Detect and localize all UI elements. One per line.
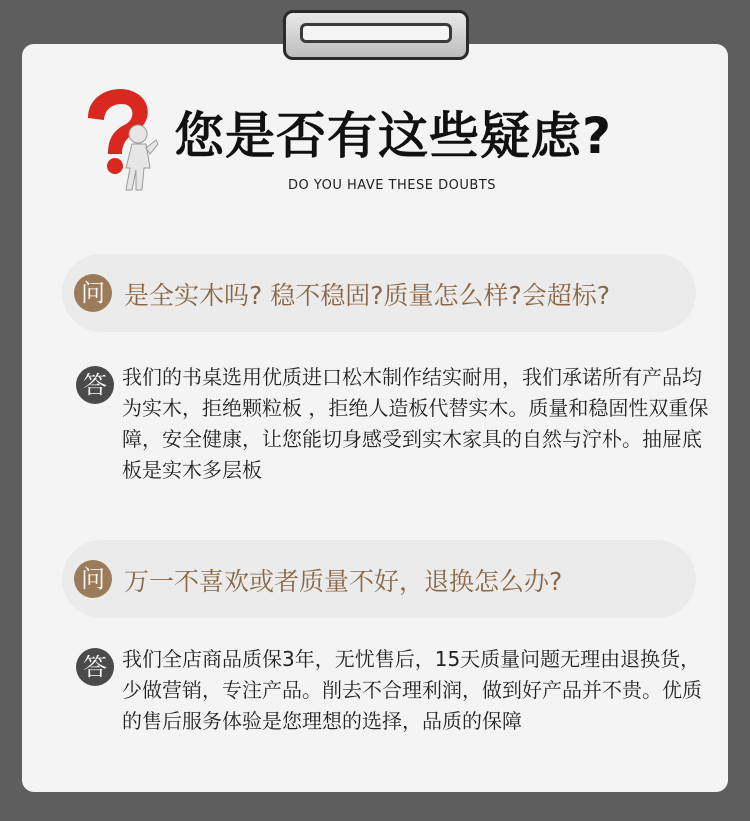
question-badge: 问 [74,560,112,598]
answer-text: 我们全店商品质保3年，无忧售后，15天质量问题无理由退换货，少做营销，专注产品。削去不合理利润，做到好产品并不贵。优质的售后服务体验是您理想的选择，品质的保障 [122,647,702,733]
question-badge: 问 [74,274,112,312]
clipboard-clip-slot [300,23,452,43]
page-title: 您是否有这些疑虑? [174,107,613,165]
answer-text: 我们的书桌选用优质进口松木制作结实耐用，我们承诺所有产品均为实木，拒绝颗粒板 ，拒绝人造板代替实木。质量和稳固性双重保障，安全健康，让您能切身感受到实木家具的自然与泞朴。抽屉底板是实木多层板 [122,365,709,482]
answer-badge: 答 [76,648,114,686]
question-pill-1 [62,254,696,332]
question-text: 万一不喜欢或者质量不好，退换怎么办? [124,567,563,596]
question-pill-2 [62,540,696,618]
answer-badge: 答 [76,366,114,404]
clipboard-clip [283,10,469,60]
question-text: 是全实木吗? 稳不稳固?质量怎么样?会超标? [124,281,611,310]
question-mark-figure-icon [74,82,174,194]
header [74,82,694,202]
page-subtitle: DO YOU HAVE THESE DOUBTS [288,178,496,193]
